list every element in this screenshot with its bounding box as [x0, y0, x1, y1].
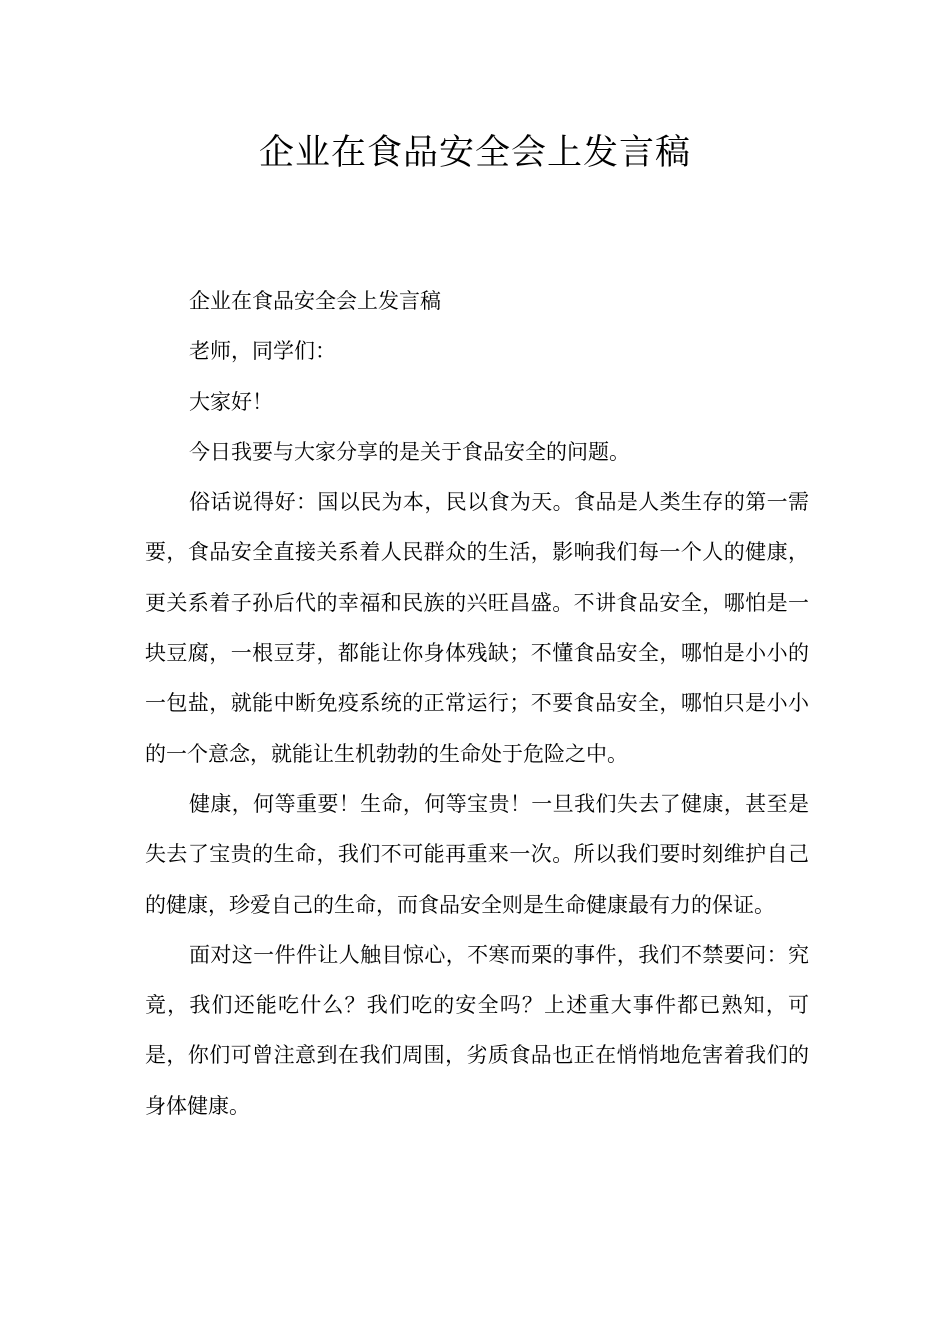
document-body	[145, 276, 809, 1131]
paragraph-greeting: 大家好！	[189, 389, 273, 414]
paragraph-body: 俗话说得好：国以民为本，民以食为天。食品是人类生存的第一需要，食品安全直接关系着人民群众的生活，影响我们每一个人的健康，更关系着子孙后代的幸福和民族的兴旺昌盛。不讲食品安全，哪怕是一块豆腐，一根豆芽，都能让你身体残缺；不懂食品安全，哪怕是小小的一包盐，就能中断免疫系统的正常运行；不要食品安全，哪怕只是小小的一个意念，就能让生机勃勃的生命处于危险之中。	[145, 490, 809, 766]
paragraph-body: 面对这一件件让人触目惊心，不寒而栗的事件，我们不禁要问：究竟，我们还能吃什么？我们吃的安全吗？上述重大事件都已熟知，可是，你们可曾注意到在我们周围，劣质食品也正在悄悄地危害着我们的身体健康。	[145, 942, 809, 1118]
paragraph-salutation: 老师，同学们：	[189, 339, 336, 364]
paragraph-intro: 今日我要与大家分享的是关于食品安全的问题。	[189, 439, 630, 464]
paragraph-body: 健康，何等重要！生命，何等宝贵！一旦我们失去了健康，甚至是失去了宝贵的生命，我们不可能再重来一次。所以我们要时刻维护自己的健康，珍爱自己的生命，而食品安全则是生命健康最有力的保证。	[145, 791, 809, 917]
paragraph-heading: 企业在食品安全会上发言稿	[189, 289, 441, 313]
document-title: 企业在食品安全会上发言稿	[258, 133, 691, 173]
